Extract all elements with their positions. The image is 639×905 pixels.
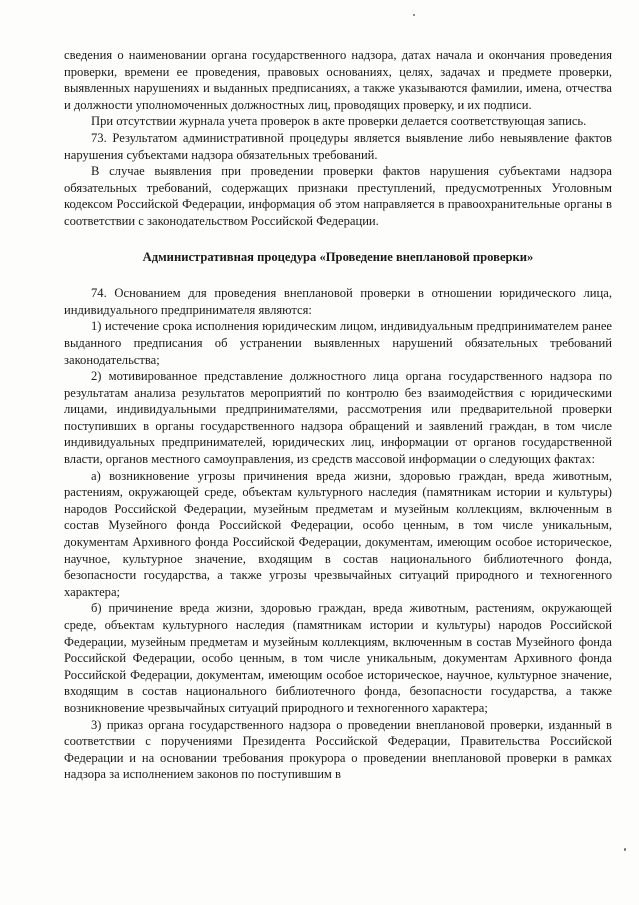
scan-speck	[413, 14, 415, 16]
paragraph-73: 73. Результатом административной процедуры является выявление либо невыявление фактов нарушения субъектами надзора обязательных требований.	[64, 130, 612, 162]
paragraph-item-1: 1) истечение срока исполнения юридическим лицом, индивидуальным предпринимателем ранее выданного предписания об устранении выявленных нарушений обязательных требований законодательства;	[64, 319, 612, 367]
section-heading: Административная процедура «Проведение внеплановой проверки»	[142, 249, 534, 264]
paragraph-item-2a: а) возникновение угрозы причинения вреда жизни, здоровью граждан, вреда животным, растениям, окружающей среде, объектам культурного наследия (памятникам истории и культуры) народов Российской Федерации, музейным предметам и музейным коллекциям, включенным в состав Музейного фонда Российской Федерации, особо ценным, в том числе уникальным, документам Архивного фонда Российской Федерации, документам, имеющим особое историческое, научное, культурное значение, входящим в состав национального библиотечного фонда, безопасности государства, а также угрозы чрезвычайных ситуаций природного и техногенного характера;	[64, 468, 612, 599]
paragraph-violations-found: В случае выявления при проведении проверки фактов нарушения субъектами надзора обязательных требований, содержащих признаки преступлений, предусмотренных Уголовным кодексом Российской Федерации, информация об этом направляется в правоохранительные органы в соответствии с законодательством Российской Федерации.	[64, 164, 612, 228]
paragraph-continued: сведения о наименовании органа государственного надзора, датах начала и окончания проведения проверки, времени ее проведения, правовых основаниях, целях, задачах и предмете проверки, выявленных нарушениях и выданных предписаниях, а также указываются фамилии, имена, отчества и должности уполномоченных должностных лиц, проводящих проверку, и их подписи.	[64, 48, 612, 112]
paragraph-item-2: 2) мотивированное представление должностного лица органа государственного надзора по результатам анализа результатов мероприятий по контролю без взаимодействия с юридическими лицами, индивидуальными предпринимателями, рассмотрения или предварительной проверки поступивших в органы государственного надзора обращений и заявлений граждан, в том числе индивидуальных предпринимателей, юридических лиц, информации от органов государственной власти, органов местного самоуправления, из средств массовой информации о следующих фактах:	[64, 369, 612, 467]
scan-speck	[624, 848, 626, 851]
paragraph-item-3: 3) приказ органа государственного надзора о проведении внеплановой проверки, изданный в соответствии с поручениями Президента Российской Федерации, Правительства Российской Федерации и на основании требования прокурора о проведении внеплановой проверки в рамках надзора за исполнением законов по поступившим в	[64, 717, 612, 782]
paragraph-no-journal: При отсутствии журнала учета проверок в акте проверки делается соответствующая запись.	[91, 114, 587, 129]
paragraph-item-2b: б) причинение вреда жизни, здоровью граждан, вреда животным, растениям, окружающей среде, объектам культурного наследия (памятникам истории и культуры) народов Российской Федерации, музейным предметам и музейным коллекциям, включенным в состав Музейного фонда Российской Федерации, особо ценным, в том числе уникальным, документам Архивного фонда Российской Федерации, документам, имеющим особое историческое, научное, культурное значение, входящим в состав национального библиотечного фонда, безопасности государства, а также возникновение чрезвычайных ситуаций природного и техногенного характера;	[64, 601, 612, 715]
document-body	[64, 47, 612, 783]
paragraph-74: 74. Основанием для проведения внеплановой проверки в отношении юридического лица, индивидуального предпринимателя являются:	[64, 286, 612, 317]
